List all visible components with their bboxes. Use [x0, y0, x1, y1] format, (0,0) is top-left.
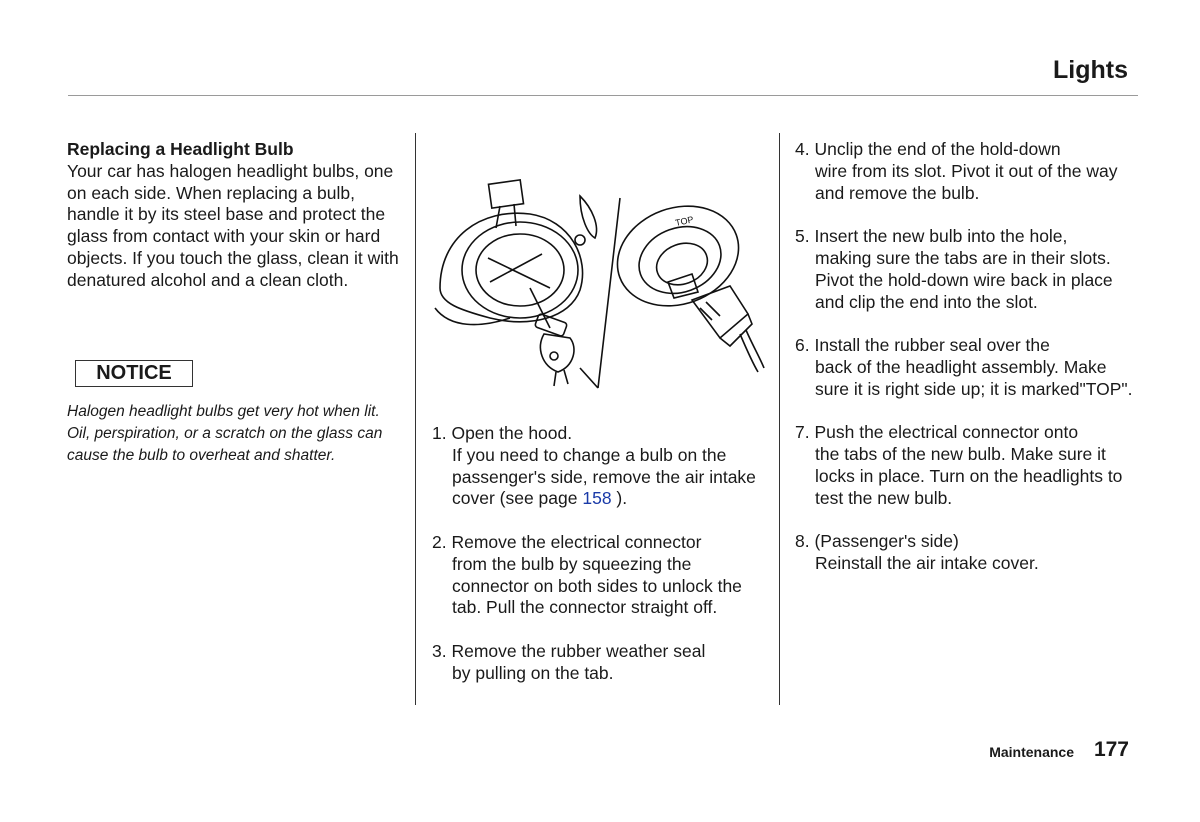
list-item: 6. Install the rubber seal over the back of the headlight assembly. Make sure it is right side up; it is marked"TOP". [795, 335, 1133, 399]
list-item: 3. Remove the rubber weather seal by pulling on the tab. [432, 640, 706, 683]
list-item: 5. Insert the new bulb into the hole, making sure the tabs are in their slots. Pivot the hold-down wire back in place and clip the end into the slot. [795, 226, 1113, 312]
list-item: 7. Push the electrical connector onto the tabs of the new bulb. Make sure it locks in place. Turn on the headlights to test the new bulb. [795, 422, 1123, 508]
top-marking-label: TOP [674, 214, 695, 228]
notice-text: Halogen headlight bulbs get very hot when lit. Oil, perspiration, or a scratch on the glass can cause the bulb to overheat and shatter. [67, 403, 383, 464]
left-column [67, 139, 407, 292]
right-column [795, 139, 1135, 597]
list-item: 4. Unclip the end of the hold-down wire from its slot. Pivot it out of the way and remove the bulb. [795, 139, 1118, 203]
column-divider-right [779, 133, 780, 705]
column-divider-left [415, 133, 416, 705]
page-title: Lights [1053, 56, 1128, 84]
page-number: 177 [1093, 738, 1129, 761]
steps-list-right [795, 139, 1135, 575]
notice-label: NOTICE [75, 360, 193, 387]
header-rule [68, 95, 1138, 96]
list-item: 8. (Passenger's side) Reinstall the air intake cover. [795, 531, 1039, 574]
headlight-bulb-illustration [430, 178, 770, 398]
page-reference-link[interactable]: 158 [582, 488, 612, 509]
list-item: 1. Open the hood. If you need to change a bulb on the passenger's side, remove the air intake cover (see page 158 ). [432, 423, 756, 509]
steps-list-middle [432, 423, 772, 685]
list-item: 2. Remove the electrical connector from the bulb by squeezing the connector on both sides to unlock the tab. Pull the connector straight off. [432, 531, 742, 618]
middle-column [432, 423, 772, 706]
intro-paragraph: Your car has halogen headlight bulbs, one on each side. When replacing a bulb, handle it by its steel base and protect the glass from contact with your skin or hard objects. If you touch the glass, clean it with denatured alcohol and a clean cloth. [67, 160, 399, 290]
section-heading: Replacing a Headlight Bulb [67, 139, 294, 159]
footer-section-label: Maintenance [989, 744, 1074, 760]
